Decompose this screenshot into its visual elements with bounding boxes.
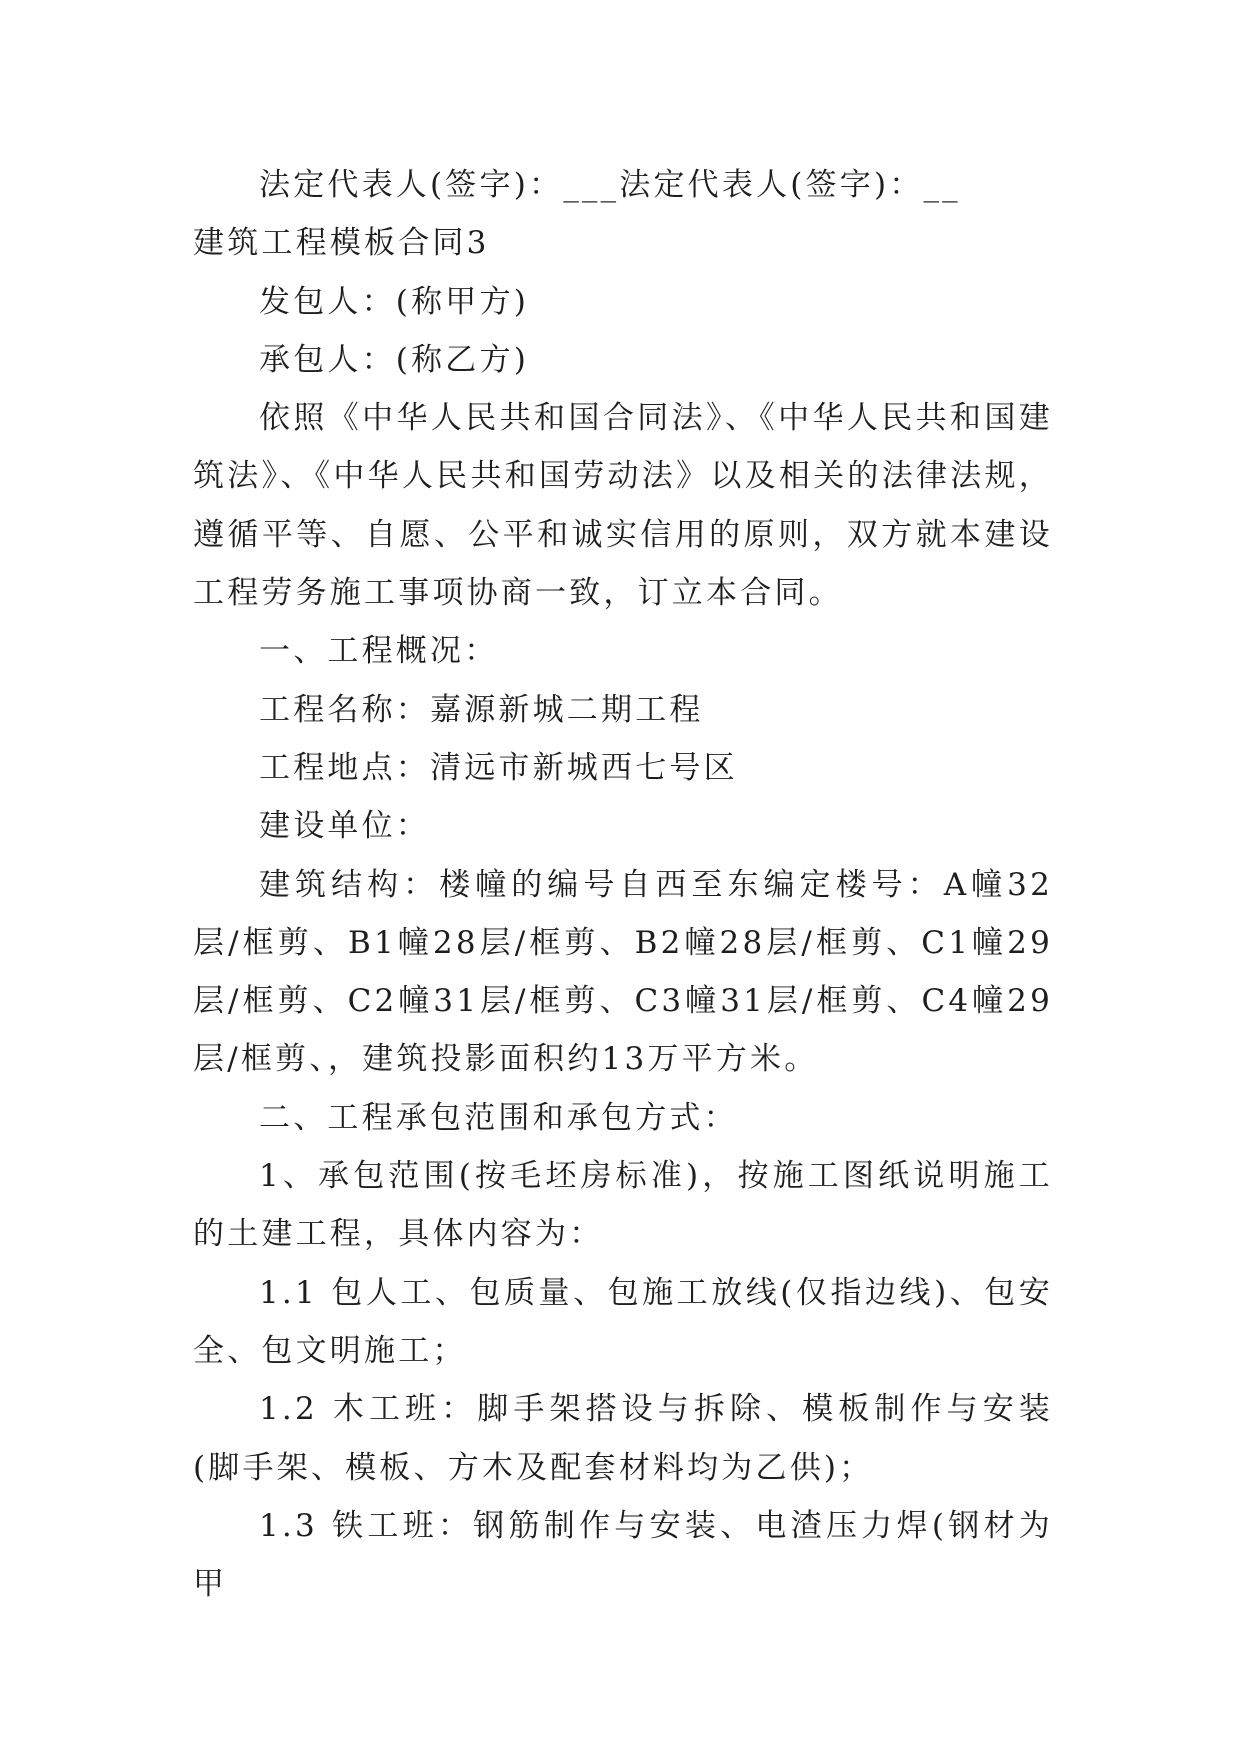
project-location-line: 工程地点：清远市新城西七号区	[259, 749, 738, 786]
scope-item-1-3: 1.3 铁工班：钢筋制作与安装、电渣压力焊(钢材为甲	[193, 1507, 1053, 1603]
signature-line: 法定代表人(签字)：___法定代表人(签字)：__	[259, 167, 961, 203]
section-heading-overview: 一、工程概况：	[259, 633, 499, 670]
preamble-paragraph: 依照《中华人民共和国合同法》、《中华人民共和国建筑法》、《中华人民共和国劳动法》以及相关的法律法规，遵循平等、自愿、公平和诚实信用的原则，双方就本建设工程劳务施工事项协商一致，订立本合同。	[193, 400, 1053, 612]
document-body	[193, 156, 1053, 1613]
party-b-line: 承包人：(称乙方)	[259, 341, 529, 378]
party-a-line: 发包人：(称甲方)	[259, 283, 529, 320]
project-name-line: 工程名称：嘉源新城二期工程	[259, 691, 704, 728]
construction-unit-line: 建设单位：	[259, 808, 430, 845]
building-structure-paragraph: 建筑结构：楼幢的编号自西至东编定楼号：A幢32层/框剪、B1幢28层/框剪、B2幢28层/框剪、C1幢29层/框剪、C2幢31层/框剪、C3幢31层/框剪、C4幢29层/框剪、，建筑投影面积约13万平方米。	[193, 866, 1053, 1078]
scope-item-1-1: 1.1 包人工、包质量、包施工放线(仅指边线)、包安全、包文明施工；	[193, 1274, 1053, 1369]
scope-item-1: 1、承包范围(按毛坯房标准)，按施工图纸说明施工的土建工程，具体内容为：	[193, 1158, 1053, 1253]
contract-title: 建筑工程模板合同3	[193, 225, 490, 262]
scope-item-1-2: 1.2 木工班：脚手架搭设与拆除、模板制作与安装(脚手架、模板、方木及配套材料均为乙供)；	[193, 1391, 1053, 1486]
section-heading-scope: 二、工程承包范围和承包方式：	[259, 1099, 738, 1136]
